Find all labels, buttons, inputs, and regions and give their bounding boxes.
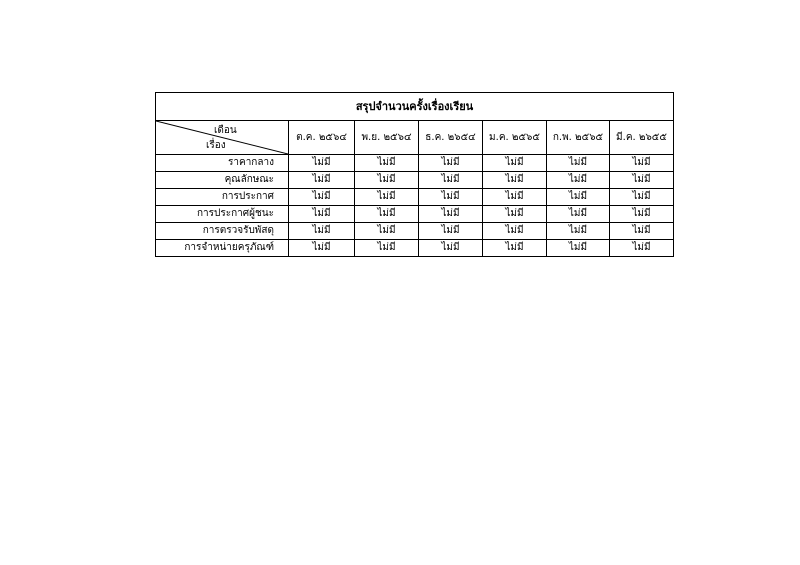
corner-header-cell [156, 121, 289, 155]
month-header: ม.ค. ๒๕๖๕ [483, 121, 547, 155]
value-cell: ไม่มี [419, 172, 483, 189]
value-cell: ไม่มี [419, 189, 483, 206]
value-cell: ไม่มี [483, 240, 547, 257]
value-cell: ไม่มี [355, 172, 419, 189]
value-cell: ไม่มี [610, 223, 674, 240]
value-cell: ไม่มี [483, 189, 547, 206]
value-cell: ไม่มี [289, 155, 355, 172]
value-cell: ไม่มี [483, 155, 547, 172]
title-row [156, 93, 674, 121]
value-cell: ไม่มี [547, 206, 610, 223]
value-cell: ไม่มี [483, 206, 547, 223]
row-label: การประกาศผู้ชนะ [156, 206, 289, 223]
value-cell: ไม่มี [419, 206, 483, 223]
value-cell: ไม่มี [289, 240, 355, 257]
row-label: การตรวจรับพัสดุ [156, 223, 289, 240]
month-header: ต.ค. ๒๕๖๔ [289, 121, 355, 155]
row-label: การประกาศ [156, 189, 289, 206]
table-title: สรุปจำนวนครั้งเรื่องเรียน [156, 93, 674, 121]
value-cell: ไม่มี [610, 172, 674, 189]
month-header: พ.ย. ๒๕๖๔ [355, 121, 419, 155]
value-cell: ไม่มี [355, 206, 419, 223]
value-cell: ไม่มี [355, 155, 419, 172]
value-cell: ไม่มี [547, 240, 610, 257]
row-label: การจำหน่ายครุภัณฑ์ [156, 240, 289, 257]
value-cell: ไม่มี [610, 206, 674, 223]
table-row [156, 155, 674, 172]
topic-axis-label: เรื่อง [206, 140, 226, 151]
value-cell: ไม่มี [419, 155, 483, 172]
value-cell: ไม่มี [547, 223, 610, 240]
value-cell: ไม่มี [289, 189, 355, 206]
table-row [156, 206, 674, 223]
table-row [156, 189, 674, 206]
table-row [156, 172, 674, 189]
table-row [156, 240, 674, 257]
table-row [156, 223, 674, 240]
month-header: ก.พ. ๒๕๖๕ [547, 121, 610, 155]
value-cell: ไม่มี [355, 240, 419, 257]
value-cell: ไม่มี [547, 155, 610, 172]
row-label: ราคากลาง [156, 155, 289, 172]
value-cell: ไม่มี [419, 223, 483, 240]
month-axis-label: เดือน [214, 125, 237, 136]
value-cell: ไม่มี [355, 223, 419, 240]
row-label: คุณลักษณะ [156, 172, 289, 189]
value-cell: ไม่มี [289, 223, 355, 240]
value-cell: ไม่มี [610, 189, 674, 206]
value-cell: ไม่มี [483, 223, 547, 240]
value-cell: ไม่มี [419, 240, 483, 257]
table-body [156, 155, 674, 257]
header-row [156, 121, 674, 155]
summary-table [155, 92, 674, 257]
value-cell: ไม่มี [355, 189, 419, 206]
value-cell: ไม่มี [289, 172, 355, 189]
value-cell: ไม่มี [289, 206, 355, 223]
month-header: มี.ค. ๒๖๕๕ [610, 121, 674, 155]
value-cell: ไม่มี [610, 155, 674, 172]
month-header: ธ.ค. ๒๖๕๔ [419, 121, 483, 155]
value-cell: ไม่มี [483, 172, 547, 189]
value-cell: ไม่มี [610, 240, 674, 257]
value-cell: ไม่มี [547, 172, 610, 189]
value-cell: ไม่มี [547, 189, 610, 206]
